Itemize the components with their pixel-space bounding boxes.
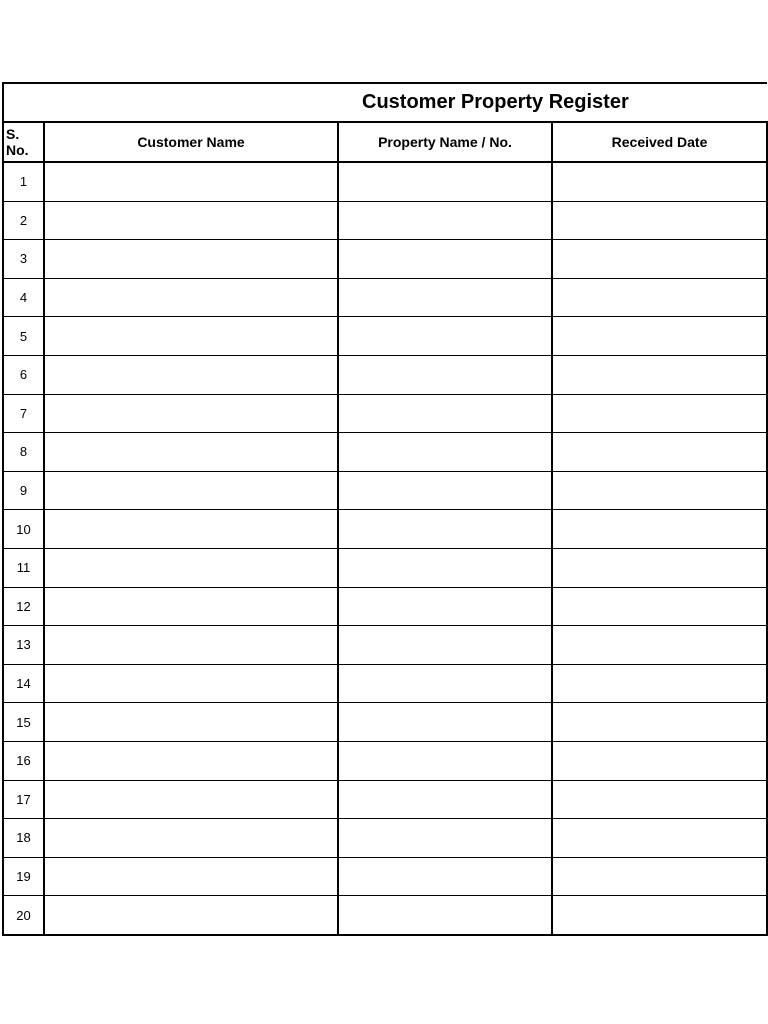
row-property-cell [338, 162, 552, 201]
row-customer-name-cell [44, 896, 338, 935]
table-row [3, 433, 767, 472]
row-customer-name-cell [44, 162, 338, 201]
row-sno-cell: 8 [3, 433, 44, 472]
row-sno-cell: 19 [3, 857, 44, 896]
row-property-cell [338, 780, 552, 819]
row-customer-name-cell [44, 278, 338, 317]
table-row [3, 201, 767, 240]
row-sno-cell: 18 [3, 819, 44, 858]
row-received-date-cell [552, 780, 767, 819]
row-customer-name-cell [44, 240, 338, 279]
row-sno-cell: 12 [3, 587, 44, 626]
row-property-cell [338, 433, 552, 472]
row-received-date-cell [552, 510, 767, 549]
title-cell [3, 83, 767, 122]
row-received-date-cell [552, 471, 767, 510]
header-property: Property Name / No. [338, 122, 552, 162]
row-property-cell [338, 626, 552, 665]
property-register-table [2, 82, 768, 936]
row-property-cell [338, 548, 552, 587]
row-received-date-cell [552, 394, 767, 433]
row-received-date-cell [552, 896, 767, 935]
header-row [3, 122, 767, 162]
register-body [3, 83, 767, 935]
row-property-cell [338, 278, 552, 317]
table-row [3, 587, 767, 626]
table-row [3, 394, 767, 433]
row-customer-name-cell [44, 819, 338, 858]
row-customer-name-cell [44, 471, 338, 510]
table-row [3, 741, 767, 780]
row-received-date-cell [552, 548, 767, 587]
header-customer-name: Customer Name [44, 122, 338, 162]
row-sno-cell: 10 [3, 510, 44, 549]
row-received-date-cell [552, 587, 767, 626]
row-customer-name-cell [44, 394, 338, 433]
row-received-date-cell [552, 664, 767, 703]
table-row [3, 548, 767, 587]
row-received-date-cell [552, 278, 767, 317]
row-customer-name-cell [44, 201, 338, 240]
row-sno-cell: 17 [3, 780, 44, 819]
row-customer-name-cell [44, 433, 338, 472]
row-property-cell [338, 240, 552, 279]
row-property-cell [338, 741, 552, 780]
row-received-date-cell [552, 819, 767, 858]
header-sno: S. No. [3, 122, 44, 162]
table-row [3, 780, 767, 819]
table-row [3, 278, 767, 317]
row-received-date-cell [552, 355, 767, 394]
row-property-cell [338, 317, 552, 356]
row-property-cell [338, 703, 552, 742]
row-property-cell [338, 587, 552, 626]
row-sno-cell: 4 [3, 278, 44, 317]
row-received-date-cell [552, 626, 767, 665]
row-customer-name-cell [44, 587, 338, 626]
table-row [3, 819, 767, 858]
row-customer-name-cell [44, 857, 338, 896]
row-sno-cell: 2 [3, 201, 44, 240]
row-property-cell [338, 896, 552, 935]
row-customer-name-cell [44, 355, 338, 394]
row-customer-name-cell [44, 548, 338, 587]
row-customer-name-cell [44, 664, 338, 703]
row-received-date-cell [552, 162, 767, 201]
row-received-date-cell [552, 201, 767, 240]
row-received-date-cell [552, 433, 767, 472]
row-property-cell [338, 471, 552, 510]
row-sno-cell: 7 [3, 394, 44, 433]
row-sno-cell: 20 [3, 896, 44, 935]
row-sno-cell: 14 [3, 664, 44, 703]
row-received-date-cell [552, 317, 767, 356]
row-sno-cell: 11 [3, 548, 44, 587]
row-property-cell [338, 819, 552, 858]
row-sno-cell: 6 [3, 355, 44, 394]
title-row [3, 83, 767, 122]
table-row [3, 317, 767, 356]
row-customer-name-cell [44, 741, 338, 780]
table-row [3, 857, 767, 896]
row-property-cell [338, 857, 552, 896]
row-received-date-cell [552, 741, 767, 780]
table-row [3, 355, 767, 394]
table-row [3, 703, 767, 742]
row-customer-name-cell [44, 780, 338, 819]
row-property-cell [338, 664, 552, 703]
row-sno-cell: 5 [3, 317, 44, 356]
row-received-date-cell [552, 857, 767, 896]
row-received-date-cell [552, 240, 767, 279]
table-row [3, 510, 767, 549]
table-row [3, 664, 767, 703]
row-customer-name-cell [44, 510, 338, 549]
row-property-cell [338, 394, 552, 433]
row-sno-cell: 9 [3, 471, 44, 510]
row-customer-name-cell [44, 626, 338, 665]
table-row [3, 240, 767, 279]
row-received-date-cell [552, 703, 767, 742]
table-row [3, 471, 767, 510]
header-received-date: Received Date [552, 122, 767, 162]
table-row [3, 896, 767, 935]
page-title: Customer Property Register [362, 91, 629, 113]
row-property-cell [338, 510, 552, 549]
row-sno-cell: 3 [3, 240, 44, 279]
row-sno-cell: 15 [3, 703, 44, 742]
row-property-cell [338, 355, 552, 394]
row-property-cell [338, 201, 552, 240]
row-sno-cell: 16 [3, 741, 44, 780]
row-sno-cell: 13 [3, 626, 44, 665]
table-row [3, 162, 767, 201]
row-customer-name-cell [44, 317, 338, 356]
table-row [3, 626, 767, 665]
row-customer-name-cell [44, 703, 338, 742]
row-sno-cell: 1 [3, 162, 44, 201]
